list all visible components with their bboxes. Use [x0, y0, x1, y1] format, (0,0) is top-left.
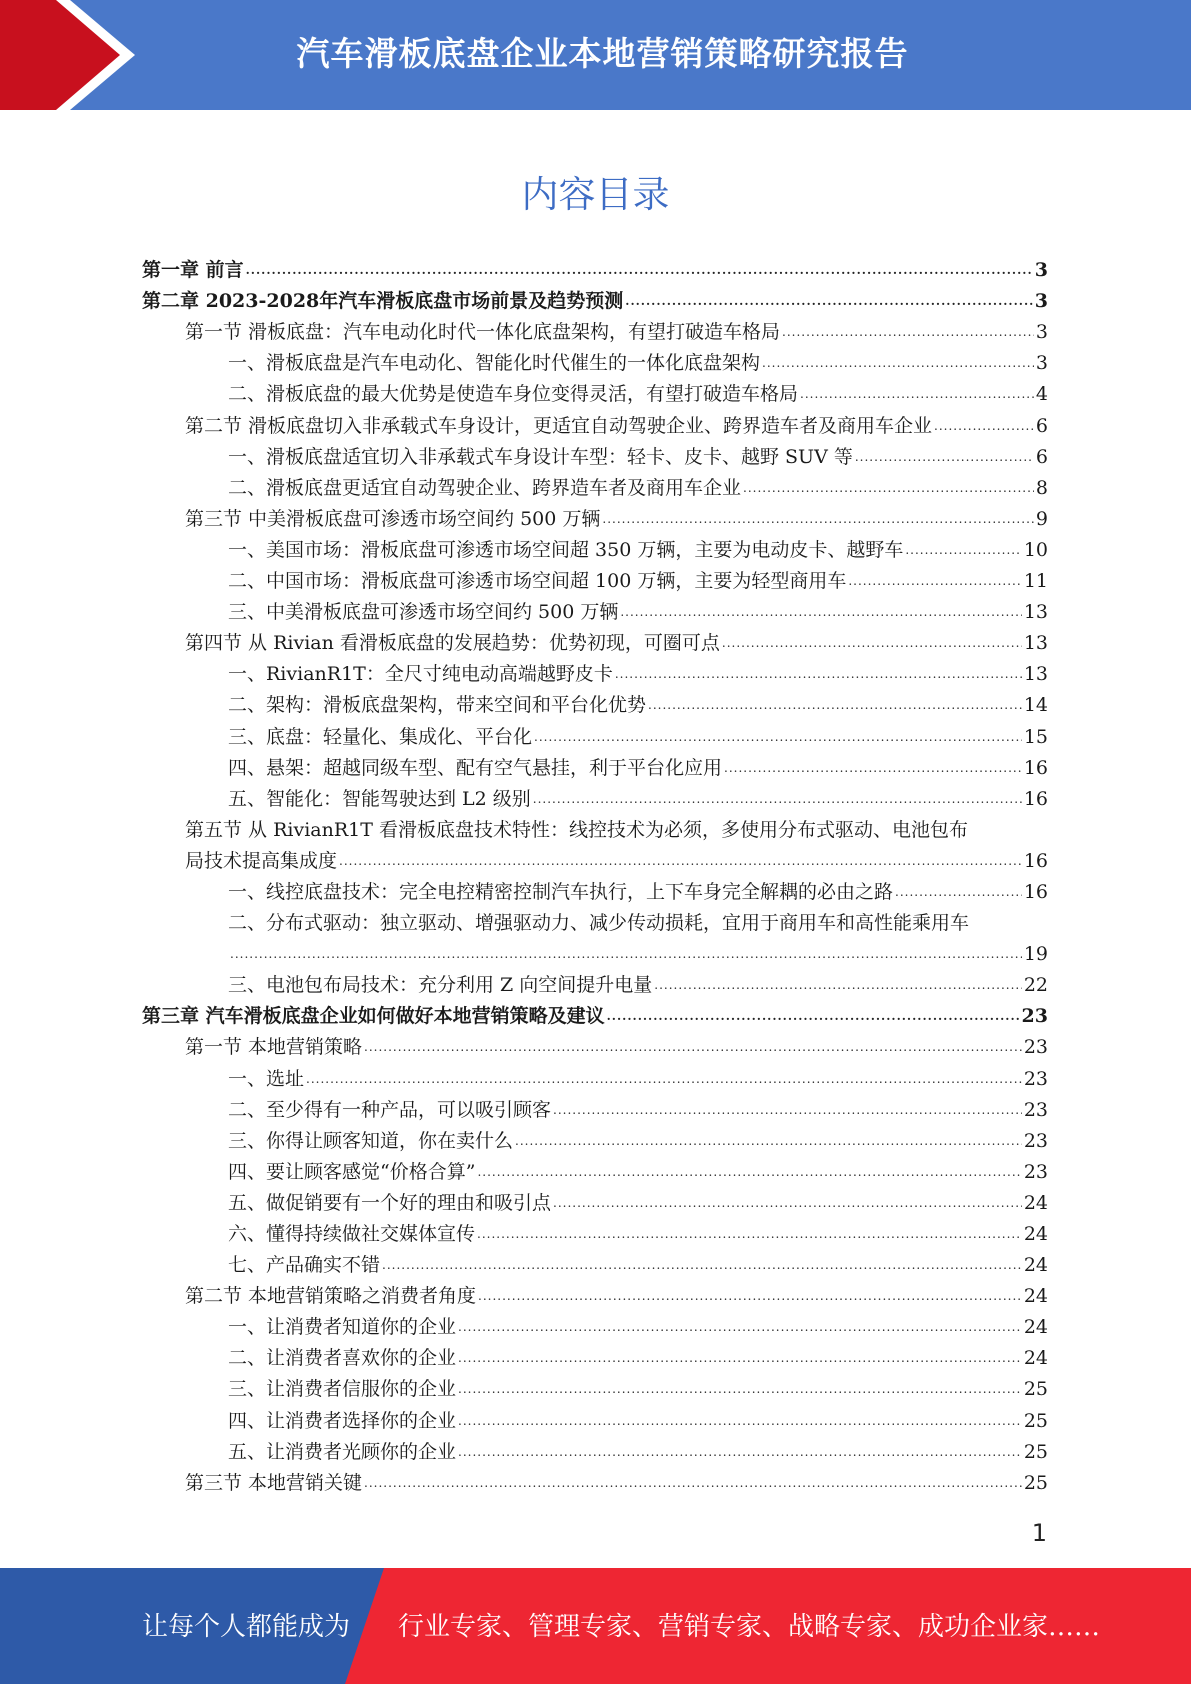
toc-entry[interactable]	[142, 1437, 1048, 1468]
toc-entry-label: 六、懂得持续做社交媒体宣传	[228, 1223, 476, 1245]
footer-slogan-right: 行业专家、管理专家、营销专家、战略专家、成功企业家……	[398, 1612, 1101, 1642]
toc-entry[interactable]	[142, 1250, 1048, 1281]
toc-entry-page: 3	[1034, 290, 1048, 313]
toc-entry-label: 第二节 本地营销策略之消费者角度	[185, 1285, 477, 1308]
toc-entry-label: 二、中国市场：滑板底盘可渗透市场空间超 100 万辆，主要为轻型商用车	[228, 570, 847, 593]
toc-entry[interactable]	[142, 1343, 1048, 1374]
toc-entry-label: 三、中美滑板底盘可渗透市场空间约 500 万辆	[228, 601, 619, 624]
toc-entry-label: 第三章 汽车滑板底盘企业如何做好本地营销策略及建议	[142, 1005, 605, 1028]
toc-dot-leader	[625, 286, 1033, 317]
toc-dot-leader	[602, 504, 1034, 535]
toc-entry[interactable]	[142, 348, 1048, 379]
toc-entry-page: 24	[1023, 1347, 1048, 1370]
toc-entry-label: 一、滑板底盘是汽车电动化、智能化时代催生的一体化底盘架构	[228, 352, 761, 375]
toc-entry[interactable]	[142, 690, 1048, 721]
toc-entry-label: 局技术提高集成度	[185, 849, 338, 872]
toc-entry[interactable]	[142, 410, 1048, 441]
toc-entry-page: 23	[1021, 1005, 1048, 1028]
toc-entry-page: 3	[1034, 259, 1048, 282]
toc-entry-label: 第二章 2023-2028年汽车滑板底盘市场前景及趋势预测	[142, 290, 624, 313]
toc-entry-page: 9	[1035, 507, 1048, 530]
toc-dot-leader	[533, 784, 1022, 815]
toc-dot-leader	[339, 846, 1022, 877]
toc-dot-leader	[364, 1032, 1022, 1063]
toc-entry-page: 14	[1023, 694, 1048, 717]
toc-entry[interactable]	[142, 255, 1048, 286]
toc-entry-page: 15	[1023, 725, 1048, 748]
toc-entry[interactable]	[142, 1001, 1048, 1032]
toc-entry[interactable]	[142, 784, 1048, 815]
toc-dot-leader	[515, 1126, 1022, 1157]
toc-dot-leader	[477, 1219, 1022, 1250]
report-title: 汽车滑板底盘企业本地营销策略研究报告	[296, 34, 909, 73]
toc-entry[interactable]	[142, 877, 1048, 908]
toc-entry[interactable]	[142, 442, 1048, 473]
toc-dot-leader	[762, 348, 1034, 379]
toc-entry-label: 二、架构：滑板底盘架构，带来空间和平台化优势	[228, 694, 647, 717]
toc-entry-page: 8	[1035, 476, 1048, 499]
toc-entry-label: 二、滑板底盘更适宜自动驾驶企业、跨界造车者及商用车企业	[228, 476, 742, 499]
toc-entry[interactable]	[142, 1032, 1048, 1063]
header-banner	[0, 0, 1191, 110]
toc-entry[interactable]	[142, 504, 1048, 535]
toc-entry-page: 13	[1023, 632, 1048, 655]
footer-banner	[0, 1568, 1191, 1684]
toc-entry[interactable]	[142, 473, 1048, 504]
toc-entry[interactable]	[142, 628, 1048, 659]
toc-entry-page: 11	[1023, 570, 1048, 593]
toc-entry-page: 23	[1023, 1129, 1048, 1152]
toc-entry-page: 6	[1035, 445, 1048, 468]
toc-entry-label: 二、分布式驱动：独立驱动、增强驱动力、减少传动损耗，宜用于商用车和高性能乘用车	[228, 912, 970, 935]
toc-entry[interactable]	[142, 753, 1048, 784]
toc-dot-leader	[620, 597, 1021, 628]
toc-dot-leader	[478, 1281, 1022, 1312]
toc-entry-page: 23	[1023, 1160, 1048, 1183]
toc-entry[interactable]	[142, 970, 1048, 1001]
toc-entry-label: 第三节 本地营销关键	[185, 1471, 363, 1494]
toc-entry[interactable]	[142, 379, 1048, 410]
toc-dot-leader	[553, 1188, 1022, 1219]
toc-entry-label: 第四节 从 Rivian 看滑板底盘的发展趋势：优势初现，可圈可点	[185, 632, 720, 655]
toc-dot-leader	[230, 939, 1022, 970]
toc-entry-label: 四、要让顾客感觉“价格合算”	[228, 1160, 476, 1183]
toc-dot-leader	[855, 442, 1034, 473]
toc-entry-label: 一、美国市场：滑板底盘可渗透市场空间超 350 万辆，主要为电动皮卡、越野车	[228, 538, 904, 561]
toc-dot-leader	[534, 722, 1022, 753]
toc-dot-leader	[782, 317, 1034, 348]
toc-entry-page: 24	[1023, 1191, 1048, 1214]
toc-entry[interactable]	[142, 1374, 1048, 1405]
toc-entry-page: 13	[1023, 663, 1048, 686]
toc-entry-page: 16	[1023, 756, 1048, 779]
toc-dot-leader	[722, 628, 1022, 659]
toc-entry-page: 3	[1035, 321, 1048, 344]
toc-entry-label: 二、滑板底盘的最大优势是使造车身位变得灵活，有望打破造车格局	[228, 383, 799, 406]
toc-entry-page: 24	[1023, 1285, 1048, 1308]
toc-dot-leader	[458, 1374, 1022, 1405]
toc-entry-page: 4	[1035, 383, 1048, 406]
toc-entry[interactable]	[142, 1405, 1048, 1436]
toc-entry-page: 16	[1023, 849, 1048, 872]
toc-title: 内容目录	[521, 173, 670, 216]
toc-entry-page: 19	[1023, 943, 1048, 966]
toc-entry-page: 25	[1023, 1471, 1048, 1494]
toc-dot-leader	[553, 1095, 1022, 1126]
toc-entry-label: 第五节 从 RivianR1T 看滑板底盘技术特性：线控技术为必须，多使用分布式驱动、电池包布	[185, 818, 968, 841]
toc-entry[interactable]	[142, 1219, 1048, 1250]
toc-entry-label: 第一章 前言	[142, 259, 244, 282]
toc-entry[interactable]	[142, 1312, 1048, 1343]
toc-entry-label: 四、悬架：超越同级车型、配有空气悬挂，利于平台化应用	[228, 756, 723, 779]
toc-entry[interactable]	[142, 1281, 1048, 1312]
toc-entry-label: 三、底盘：轻量化、集成化、平台化	[228, 725, 533, 748]
toc-dot-leader	[607, 1001, 1020, 1032]
toc-entry-label: 一、让消费者知道你的企业	[228, 1316, 457, 1339]
toc-entry-page: 24	[1023, 1316, 1048, 1339]
toc-dot-leader	[246, 255, 1033, 286]
toc-entry-page: 25	[1023, 1440, 1048, 1463]
toc-entry[interactable]	[142, 659, 1048, 690]
toc-entry[interactable]	[142, 1063, 1048, 1094]
toc-entry[interactable]	[142, 1188, 1048, 1219]
toc-dot-leader	[743, 473, 1034, 504]
toc-dot-leader	[306, 1064, 1022, 1095]
toc-entry[interactable]	[142, 846, 1048, 877]
toc-entry[interactable]	[142, 286, 1048, 317]
toc-dot-leader	[848, 566, 1021, 597]
footer-slogan-left: 让每个人都能成为	[142, 1612, 351, 1642]
toc-dot-leader	[477, 1157, 1021, 1188]
toc-entry-page: 6	[1035, 414, 1048, 437]
toc-entry[interactable]	[142, 721, 1048, 752]
toc-dot-leader	[364, 1468, 1022, 1499]
toc-entry-label: 一、滑板底盘适宜切入非承载式车身设计车型：轻卡、皮卡、越野 SUV 等	[228, 445, 853, 468]
toc-entry-page: 22	[1023, 974, 1048, 997]
toc-entry-page: 25	[1023, 1378, 1048, 1401]
toc-entry-page: 24	[1023, 1223, 1048, 1245]
table-of-contents	[142, 255, 1048, 1499]
toc-entry-label: 二、至少得有一种产品，可以吸引顾客	[228, 1098, 552, 1121]
toc-entry-page: 3	[1035, 352, 1048, 375]
toc-dot-leader	[615, 659, 1022, 690]
toc-entry-label: 四、让消费者选择你的企业	[228, 1409, 457, 1432]
toc-entry[interactable]	[142, 939, 1048, 970]
toc-entry[interactable]	[142, 1468, 1048, 1499]
toc-entry[interactable]	[142, 1126, 1048, 1157]
toc-entry-page: 23	[1023, 1098, 1048, 1121]
toc-entry-page: 13	[1023, 601, 1048, 624]
toc-entry-page: 24	[1023, 1254, 1048, 1277]
toc-dot-leader	[458, 1312, 1022, 1343]
toc-dot-leader	[458, 1406, 1022, 1437]
toc-entry-label: 一、线控底盘技术：完全电控精密控制汽车执行，上下车身完全解耦的必由之路	[228, 880, 894, 903]
toc-entry-label: 一、选址	[228, 1067, 305, 1090]
toc-dot-leader	[800, 379, 1034, 410]
toc-entry-page: 23	[1023, 1036, 1048, 1059]
toc-entry-label: 二、让消费者喜欢你的企业	[228, 1347, 457, 1370]
toc-dot-leader	[382, 1250, 1022, 1281]
toc-entry-label: 三、你得让顾客知道，你在卖什么	[228, 1129, 514, 1152]
toc-entry[interactable]	[142, 535, 1048, 566]
toc-entry-label: 五、做促销要有一个好的理由和吸引点	[228, 1191, 552, 1214]
toc-entry[interactable]	[142, 317, 1048, 348]
toc-entry-label: 三、让消费者信服你的企业	[228, 1378, 457, 1401]
toc-dot-leader	[724, 753, 1022, 784]
toc-entry[interactable]	[142, 1157, 1048, 1188]
toc-entry-page: 10	[1023, 538, 1048, 561]
toc-entry-label: 五、让消费者光顾你的企业	[228, 1440, 457, 1463]
toc-dot-leader	[654, 970, 1022, 1001]
toc-entry-label: 第一节 滑板底盘：汽车电动化时代一体化底盘架构，有望打破造车格局	[185, 321, 781, 344]
toc-entry[interactable]	[142, 908, 1048, 939]
toc-dot-leader	[458, 1343, 1022, 1374]
toc-dot-leader	[905, 535, 1021, 566]
toc-entry-label: 三、电池包布局技术：充分利用 Z 向空间提升电量	[228, 974, 653, 997]
toc-dot-leader	[934, 411, 1034, 442]
toc-entry-label: 一、RivianR1T：全尺寸纯电动高端越野皮卡	[228, 663, 613, 686]
toc-entry[interactable]	[142, 1095, 1048, 1126]
toc-entry-page: 16	[1023, 787, 1048, 810]
toc-dot-leader	[458, 1437, 1022, 1468]
toc-entry-label: 第二节 滑板底盘切入非承载式车身设计，更适宜自动驾驶企业、跨界造车者及商用车企业	[185, 414, 933, 437]
toc-entry[interactable]	[142, 597, 1048, 628]
toc-entry-page: 16	[1023, 880, 1048, 903]
toc-entry-label: 第三节 中美滑板底盘可渗透市场空间约 500 万辆	[185, 507, 601, 530]
toc-entry-page: 25	[1023, 1409, 1048, 1432]
toc-entry[interactable]	[142, 815, 1048, 846]
toc-entry-page: 23	[1023, 1067, 1048, 1090]
toc-entry-label: 五、智能化：智能驾驶达到 L2 级别	[228, 787, 531, 810]
toc-dot-leader	[648, 690, 1022, 721]
toc-entry[interactable]	[142, 566, 1048, 597]
toc-entry-label: 七、产品确实不错	[228, 1254, 381, 1277]
toc-dot-leader	[895, 877, 1022, 908]
page-number: 1	[1031, 1519, 1047, 1547]
toc-entry-label: 第一节 本地营销策略	[185, 1036, 363, 1059]
